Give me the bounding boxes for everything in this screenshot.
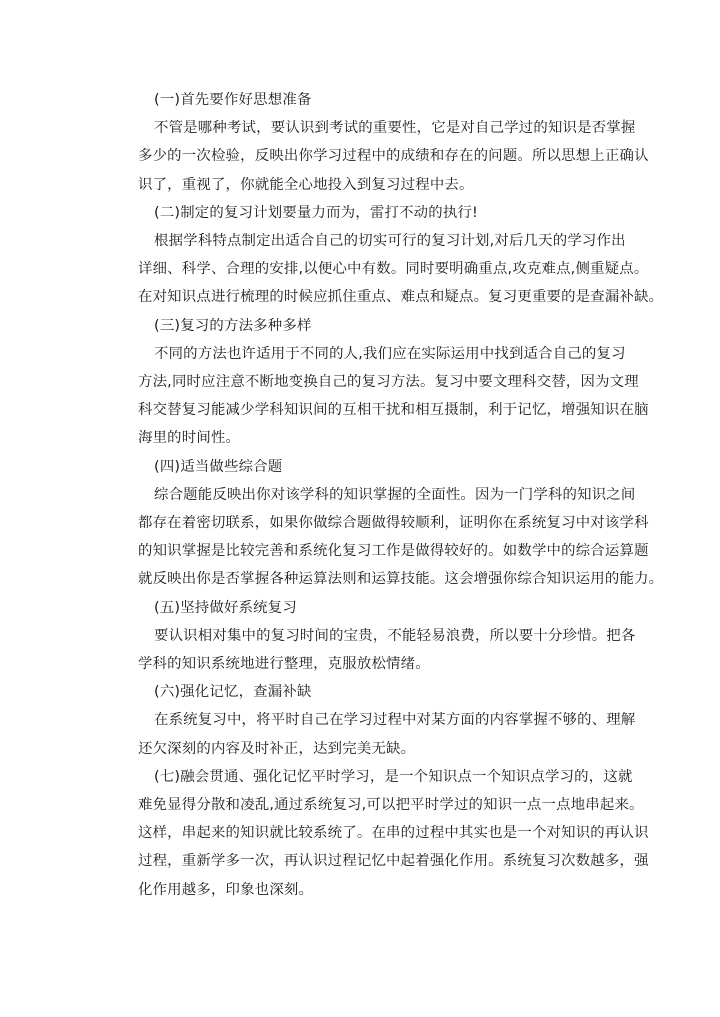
paragraph-line: 在对知识点进行梳理的时候应抓住重点、难点和疑点。复习更重要的是查漏补缺。 [138, 289, 664, 306]
section-paragraph [138, 763, 649, 904]
paragraph-line: 根据学科特点制定出适合自己的切实可行的复习计划,对后几天的学习作出 [154, 233, 626, 250]
paragraph-line: 学科的知识系统地进行整理，克服放松情绪。 [138, 656, 430, 673]
document-body [138, 86, 664, 904]
paragraph-line: 多少的一次检验，反映出你学习过程中的成绩和存在的问题。所以思想上正确认 [138, 148, 649, 165]
paragraph-line: 综合题能反映出你对该学科的知识掌握的全面性。因为一门学科的知识之间 [154, 486, 636, 503]
paragraph-line: 识了，重视了，你就能全心地投入到复习过程中去。 [138, 176, 474, 193]
paragraph-line: 不同的方法也许适用于不同的人,我们应在实际运用中找到适合自己的复习 [154, 345, 626, 362]
section-heading: (六)强化记忆，查漏补缺 [154, 684, 312, 701]
paragraph-line: 还欠深刻的内容及时补正，达到完美无缺。 [138, 740, 416, 757]
section-paragraph [138, 481, 664, 594]
section-paragraph [138, 622, 636, 678]
section-paragraph [138, 114, 649, 199]
section-heading: (四)适当做些综合题 [154, 458, 283, 475]
section-heading: (五)坚持做好系统复习 [154, 599, 297, 616]
section-heading: (一)首先要作好思想准备 [154, 92, 312, 108]
paragraph-line: 就反映出你是否掌握各种运算法则和运算技能。这会增强你综合知识运用的能力。 [138, 571, 664, 588]
section-paragraph [138, 340, 649, 453]
paragraph-line: 不管是哪种考试，要认识到考试的重要性，它是对自己学过的知识是否掌握 [154, 120, 636, 137]
paragraph-line: 海里的时间性。 [138, 430, 241, 447]
paragraph-line: 化作用越多，印象也深刻。 [138, 881, 314, 898]
paragraph-line: 都存在着密切联系，如果你做综合题做得较顺利，证明你在系统复习中对该学科 [138, 515, 649, 532]
section-paragraph [138, 706, 636, 762]
section-paragraph [138, 227, 664, 312]
paragraph-line: 这样，串起来的知识就比较系统了。在串的过程中其实也是一个对知识的再认识 [138, 825, 649, 842]
paragraph-line: (七)融会贯通、强化记忆平时学习，是一个知识点一个知识点学习的，这就 [154, 768, 633, 785]
paragraph-line: 方法,同时应注意不断地变换自己的复习方法。复习中要文理科交替，因为文理 [138, 374, 639, 391]
paragraph-line: 的知识掌握是比较完善和系统化复习工作是做得较好的。如数学中的综合运算题 [138, 543, 649, 560]
section-heading: (三)复习的方法多种多样 [154, 317, 312, 334]
paragraph-line: 难免显得分散和凌乱,通过系统复习,可以把平时学过的知识一点一点地串起来。 [138, 797, 644, 814]
paragraph-line: 在系统复习中，将平时自己在学习过程中对某方面的内容掌握不够的、理解 [154, 712, 636, 729]
paragraph-line: 过程，重新学多一次，再认识过程记忆中起着强化作用。系统复习次数越多，强 [138, 853, 649, 870]
paragraph-line: 科交替复习能减少学科知识间的互相干扰和相互摄制，利于记忆，增强知识在脑 [138, 402, 649, 419]
paragraph-line: 要认识相对集中的复习时间的宝贵，不能轻易浪费，所以要十分珍惜。把各 [154, 627, 636, 644]
section-heading: (二)制定的复习计划要量力而为，雷打不动的执行! [154, 204, 479, 221]
paragraph-line: 详细、科学、合理的安排,以便心中有数。同时要明确重点,攻克难点,侧重疑点。 [138, 261, 649, 278]
